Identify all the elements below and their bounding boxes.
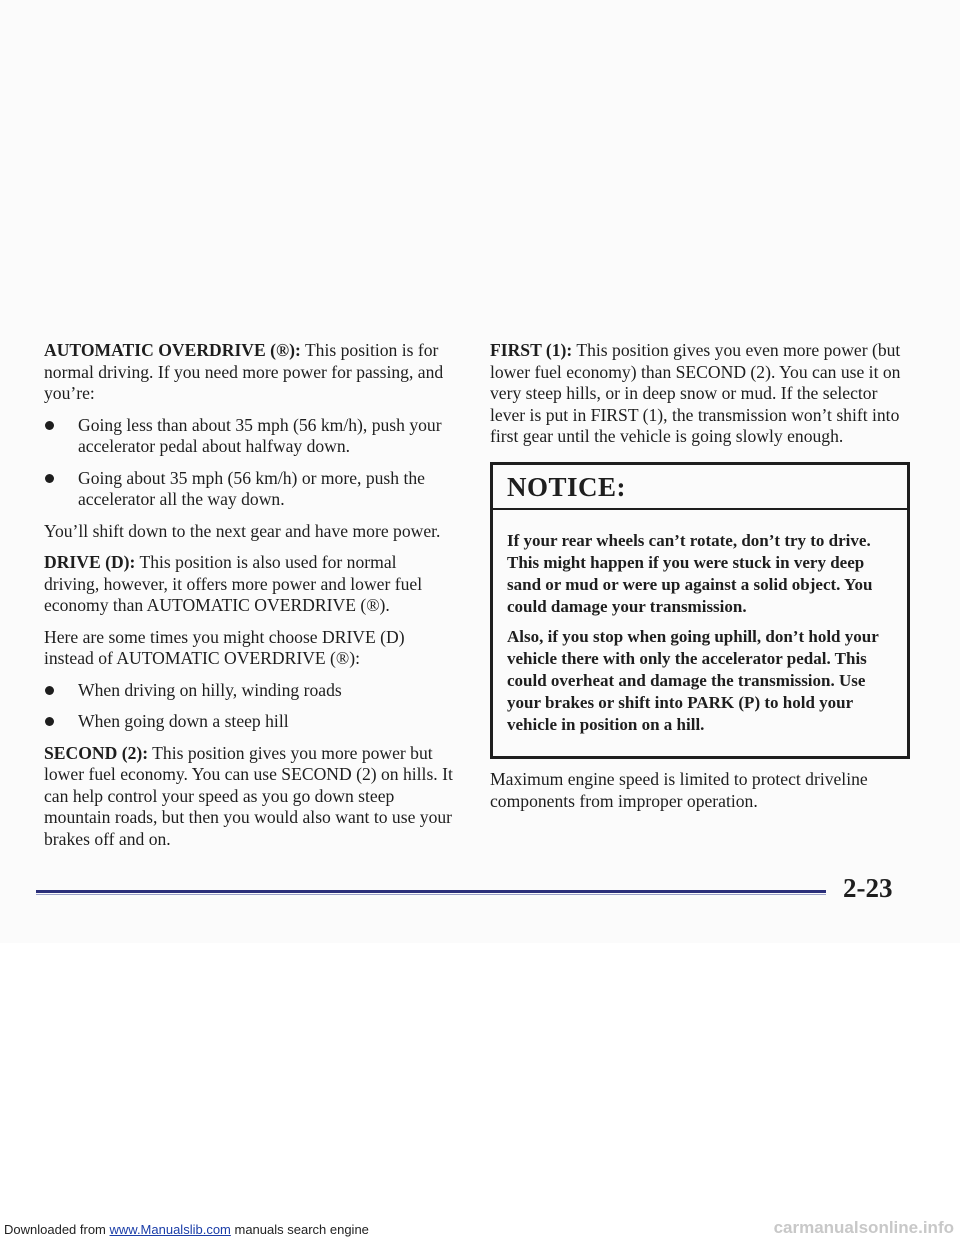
shift-paragraph: You’ll shift down to the next gear and have more power. [44,520,441,541]
notice-body [493,510,907,756]
drive-heading: DRIVE (D): [44,552,136,572]
aod-heading: AUTOMATIC OVERDRIVE (®): [44,340,301,360]
notice-title: NOTICE: [493,465,907,511]
page-number: 2-23 [843,873,893,903]
list-item: Going about 35 mph (56 km/h) or more, push the accelerator all the way down. [44,468,456,511]
list-item: When driving on hilly, winding roads [44,680,456,702]
times-paragraph: Here are some times you might choose DRIVE (D) instead of AUTOMATIC OVERDRIVE (®): [44,626,405,668]
footer-rule [36,890,826,893]
footer-prefix: Downloaded from [4,1222,110,1237]
drive-bullet-list [44,680,456,733]
bullet-icon [45,686,54,695]
notice-box [490,462,910,760]
left-column [44,340,456,860]
list-item: When going down a steep hill [44,711,456,733]
second-heading: SECOND (2): [44,742,149,763]
first-heading: FIRST (1): [490,340,573,360]
bullet-icon [45,474,54,483]
watermark: carmanualsonline.info [773,1218,954,1237]
notice-paragraph-1: If your rear wheels can’t rotate, don’t try to drive. This might happen if you were stuck in very deep sand or mud or were up against a solid object. You could damage your transmission. [507,531,873,616]
manualslib-link[interactable]: www.Manualslib.com [109,1222,231,1237]
aod-text: This position is for normal driving. If you need more power for passing, and you’re: [44,340,444,403]
second-paragraph [44,743,456,851]
second-text: This position gives you more power but lower fuel economy. You can use SECOND (2) on hills. It can help control your speed as you go down steep mountain roads, but then you would also want to use your brakes off and on. [44,742,453,849]
right-column [490,340,910,822]
drive-text: This position is also used for normal driving, however, it offers more power and lower fuel economy than AUTOMATIC OVERDRIVE (®). [44,552,423,615]
footer-rule-thin [36,894,826,895]
bullet-icon [45,717,54,726]
notice-paragraph-2: Also, if you stop when going uphill, don’t hold your vehicle there with only the accelerator pedal. This could overheat and damage the transmission. Use your brakes or shift into PARK (P) to hold your vehicle in position on a hill. [507,627,879,734]
list-item: Going less than about 35 mph (56 km/h), push your accelerator pedal about halfway down. [44,415,456,458]
bullet-icon [45,421,54,430]
drive-paragraph [44,552,456,617]
first-text: This position gives you even more power (but lower fuel economy) than SECOND (2). You can use it on very steep hills, or in deep snow or mud. If the selector lever is put in FIRST (1), the transmission won’t shift into first gear until the vehicle is going slowly enough. [490,340,901,446]
aod-paragraph [44,340,456,405]
max-speed-paragraph: Maximum engine speed is limited to protect driveline components from improper operation. [490,769,868,811]
download-footer [4,1222,369,1237]
first-paragraph [490,340,910,448]
footer-suffix: manuals search engine [230,1222,369,1237]
aod-bullet-list [44,415,456,511]
